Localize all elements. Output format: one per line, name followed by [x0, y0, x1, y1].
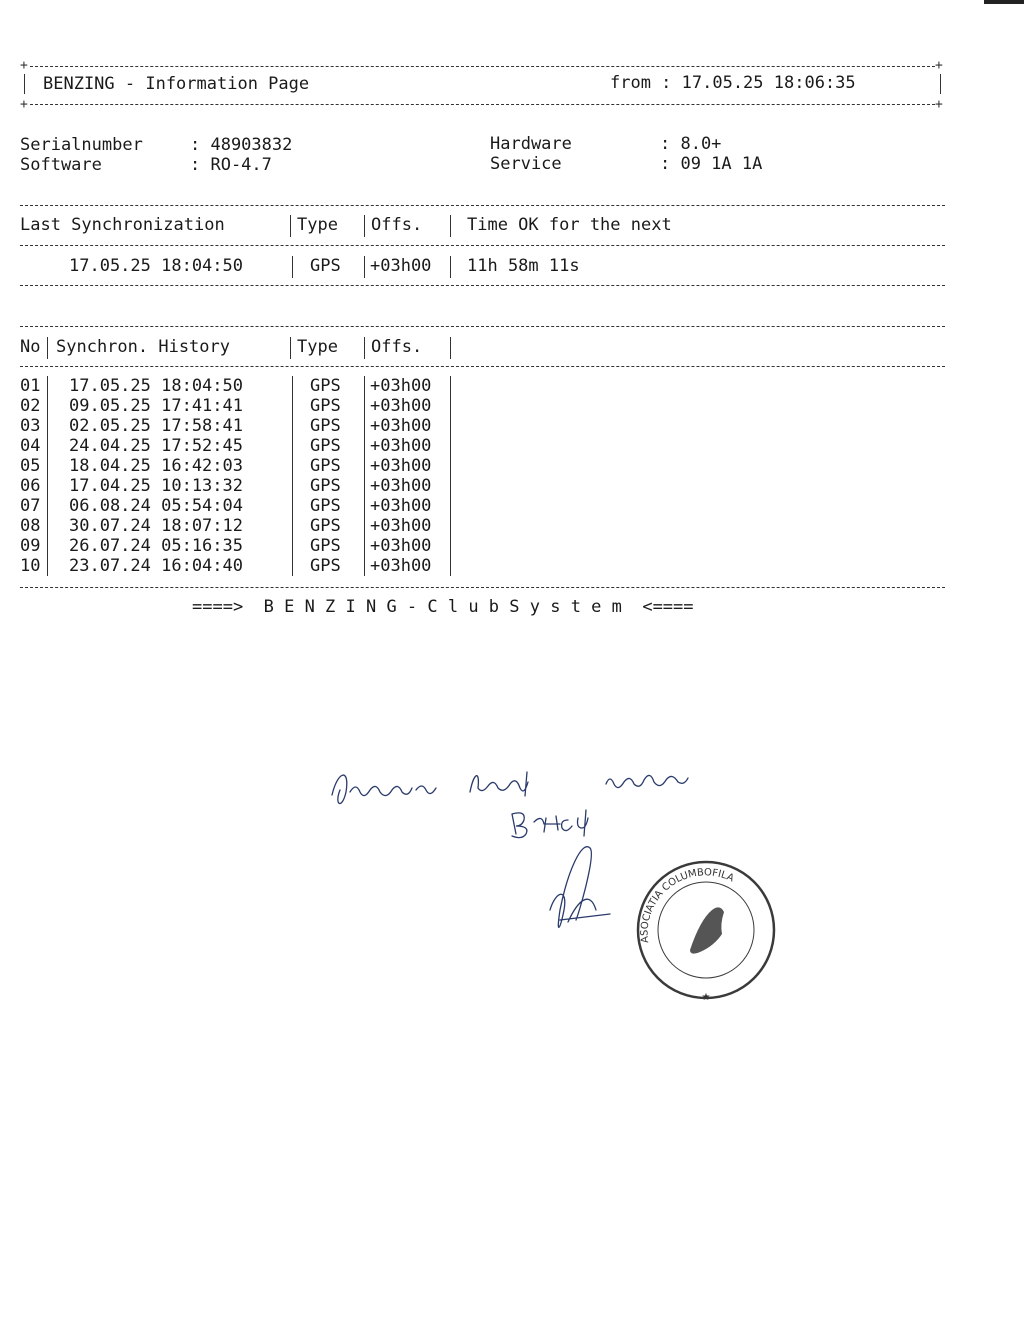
stamp [638, 862, 774, 1003]
row-type: GPS [310, 516, 341, 536]
row-offs: +03h00 [370, 476, 432, 496]
divider [47, 337, 48, 359]
divider [292, 376, 293, 576]
divider [450, 376, 451, 576]
row-datetime: 18.04.25 16:42:03 [69, 456, 243, 476]
row-no: 04 [20, 436, 41, 456]
system-footer: ====> B E N Z I N G - C l u b S y s t e m <==== [192, 597, 694, 617]
divider [20, 587, 945, 588]
row-type: GPS [310, 416, 341, 436]
page-title: BENZING - Information Page [43, 74, 310, 94]
corner-plus: + [935, 58, 943, 73]
row-no: 03 [20, 416, 41, 436]
col-offs: Offs. [371, 337, 423, 357]
last-sync-type: GPS [310, 256, 341, 276]
col-offs: Offs. [371, 215, 423, 235]
row-type: GPS [310, 536, 341, 556]
divider [450, 256, 451, 278]
row-type: GPS [310, 496, 341, 516]
scan-edge-mark [984, 0, 1024, 4]
row-no: 09 [20, 536, 41, 556]
software-value: : RO-4.7 [190, 155, 272, 175]
service-value: : 09 1A 1A [660, 154, 763, 174]
divider [364, 337, 365, 359]
last-sync-offs: +03h00 [370, 256, 432, 276]
corner-plus: + [935, 97, 943, 112]
serial-value: : 48903832 [190, 135, 293, 155]
row-no: 07 [20, 496, 41, 516]
svg-text:ASOCIATIA COLUMBOFILA: ASOCIATIA COLUMBOFILA [639, 867, 736, 944]
col-no: No [20, 337, 41, 357]
hardware-value: : 8.0+ [660, 134, 722, 154]
row-datetime: 02.05.25 17:58:41 [69, 416, 243, 436]
divider [30, 104, 935, 105]
row-datetime: 26.07.24 05:16:35 [69, 536, 243, 556]
col-last-sync: Last Synchronization [20, 215, 225, 235]
col-time-ok: Time OK for the next [467, 215, 672, 235]
divider [20, 245, 945, 246]
divider [364, 256, 365, 278]
row-offs: +03h00 [370, 516, 432, 536]
row-offs: +03h00 [370, 556, 432, 576]
divider [30, 66, 935, 67]
divider [20, 285, 945, 286]
software-label: Software [20, 155, 102, 175]
row-no: 02 [20, 396, 41, 416]
row-no: 10 [20, 556, 41, 576]
corner-plus: + [20, 97, 28, 112]
divider [20, 326, 945, 327]
report-timestamp: from : 17.05.25 18:06:35 [610, 73, 856, 93]
serial-label: Serialnumber [20, 135, 143, 155]
divider [20, 205, 945, 206]
row-type: GPS [310, 436, 341, 456]
divider [24, 74, 25, 94]
divider [450, 215, 451, 237]
row-offs: +03h00 [370, 456, 432, 476]
divider [364, 215, 365, 237]
row-no: 01 [20, 376, 41, 396]
service-label: Service [490, 154, 562, 174]
row-type: GPS [310, 396, 341, 416]
row-offs: +03h00 [370, 536, 432, 556]
col-type: Type [297, 337, 338, 357]
row-no: 08 [20, 516, 41, 536]
divider [450, 337, 451, 359]
row-type: GPS [310, 456, 341, 476]
col-type: Type [297, 215, 338, 235]
divider [364, 376, 365, 576]
row-no: 05 [20, 456, 41, 476]
corner-plus: + [20, 58, 28, 73]
divider [47, 376, 48, 576]
row-datetime: 06.08.24 05:54:04 [69, 496, 243, 516]
row-type: GPS [310, 556, 341, 576]
last-sync-value: 17.05.25 18:04:50 [69, 256, 243, 276]
svg-text:★: ★ [701, 992, 711, 1003]
row-offs: +03h00 [370, 436, 432, 456]
row-offs: +03h00 [370, 496, 432, 516]
row-datetime: 09.05.25 17:41:41 [69, 396, 243, 416]
col-history: Synchron. History [56, 337, 230, 357]
row-datetime: 24.04.25 17:52:45 [69, 436, 243, 456]
row-type: GPS [310, 476, 341, 496]
row-no: 06 [20, 476, 41, 496]
row-type: GPS [310, 376, 341, 396]
time-ok-value: 11h 58m 11s [467, 256, 580, 276]
hardware-label: Hardware [490, 134, 572, 154]
divider [20, 366, 945, 367]
row-offs: +03h00 [370, 396, 432, 416]
row-datetime: 23.07.24 16:04:40 [69, 556, 243, 576]
divider [290, 337, 291, 359]
handwriting-signature-stamp [320, 750, 800, 1050]
row-datetime: 17.05.25 18:04:50 [69, 376, 243, 396]
divider [940, 74, 941, 94]
row-offs: +03h00 [370, 416, 432, 436]
divider [290, 215, 291, 237]
divider [292, 256, 293, 278]
row-datetime: 30.07.24 18:07:12 [69, 516, 243, 536]
row-datetime: 17.04.25 10:13:32 [69, 476, 243, 496]
row-offs: +03h00 [370, 376, 432, 396]
